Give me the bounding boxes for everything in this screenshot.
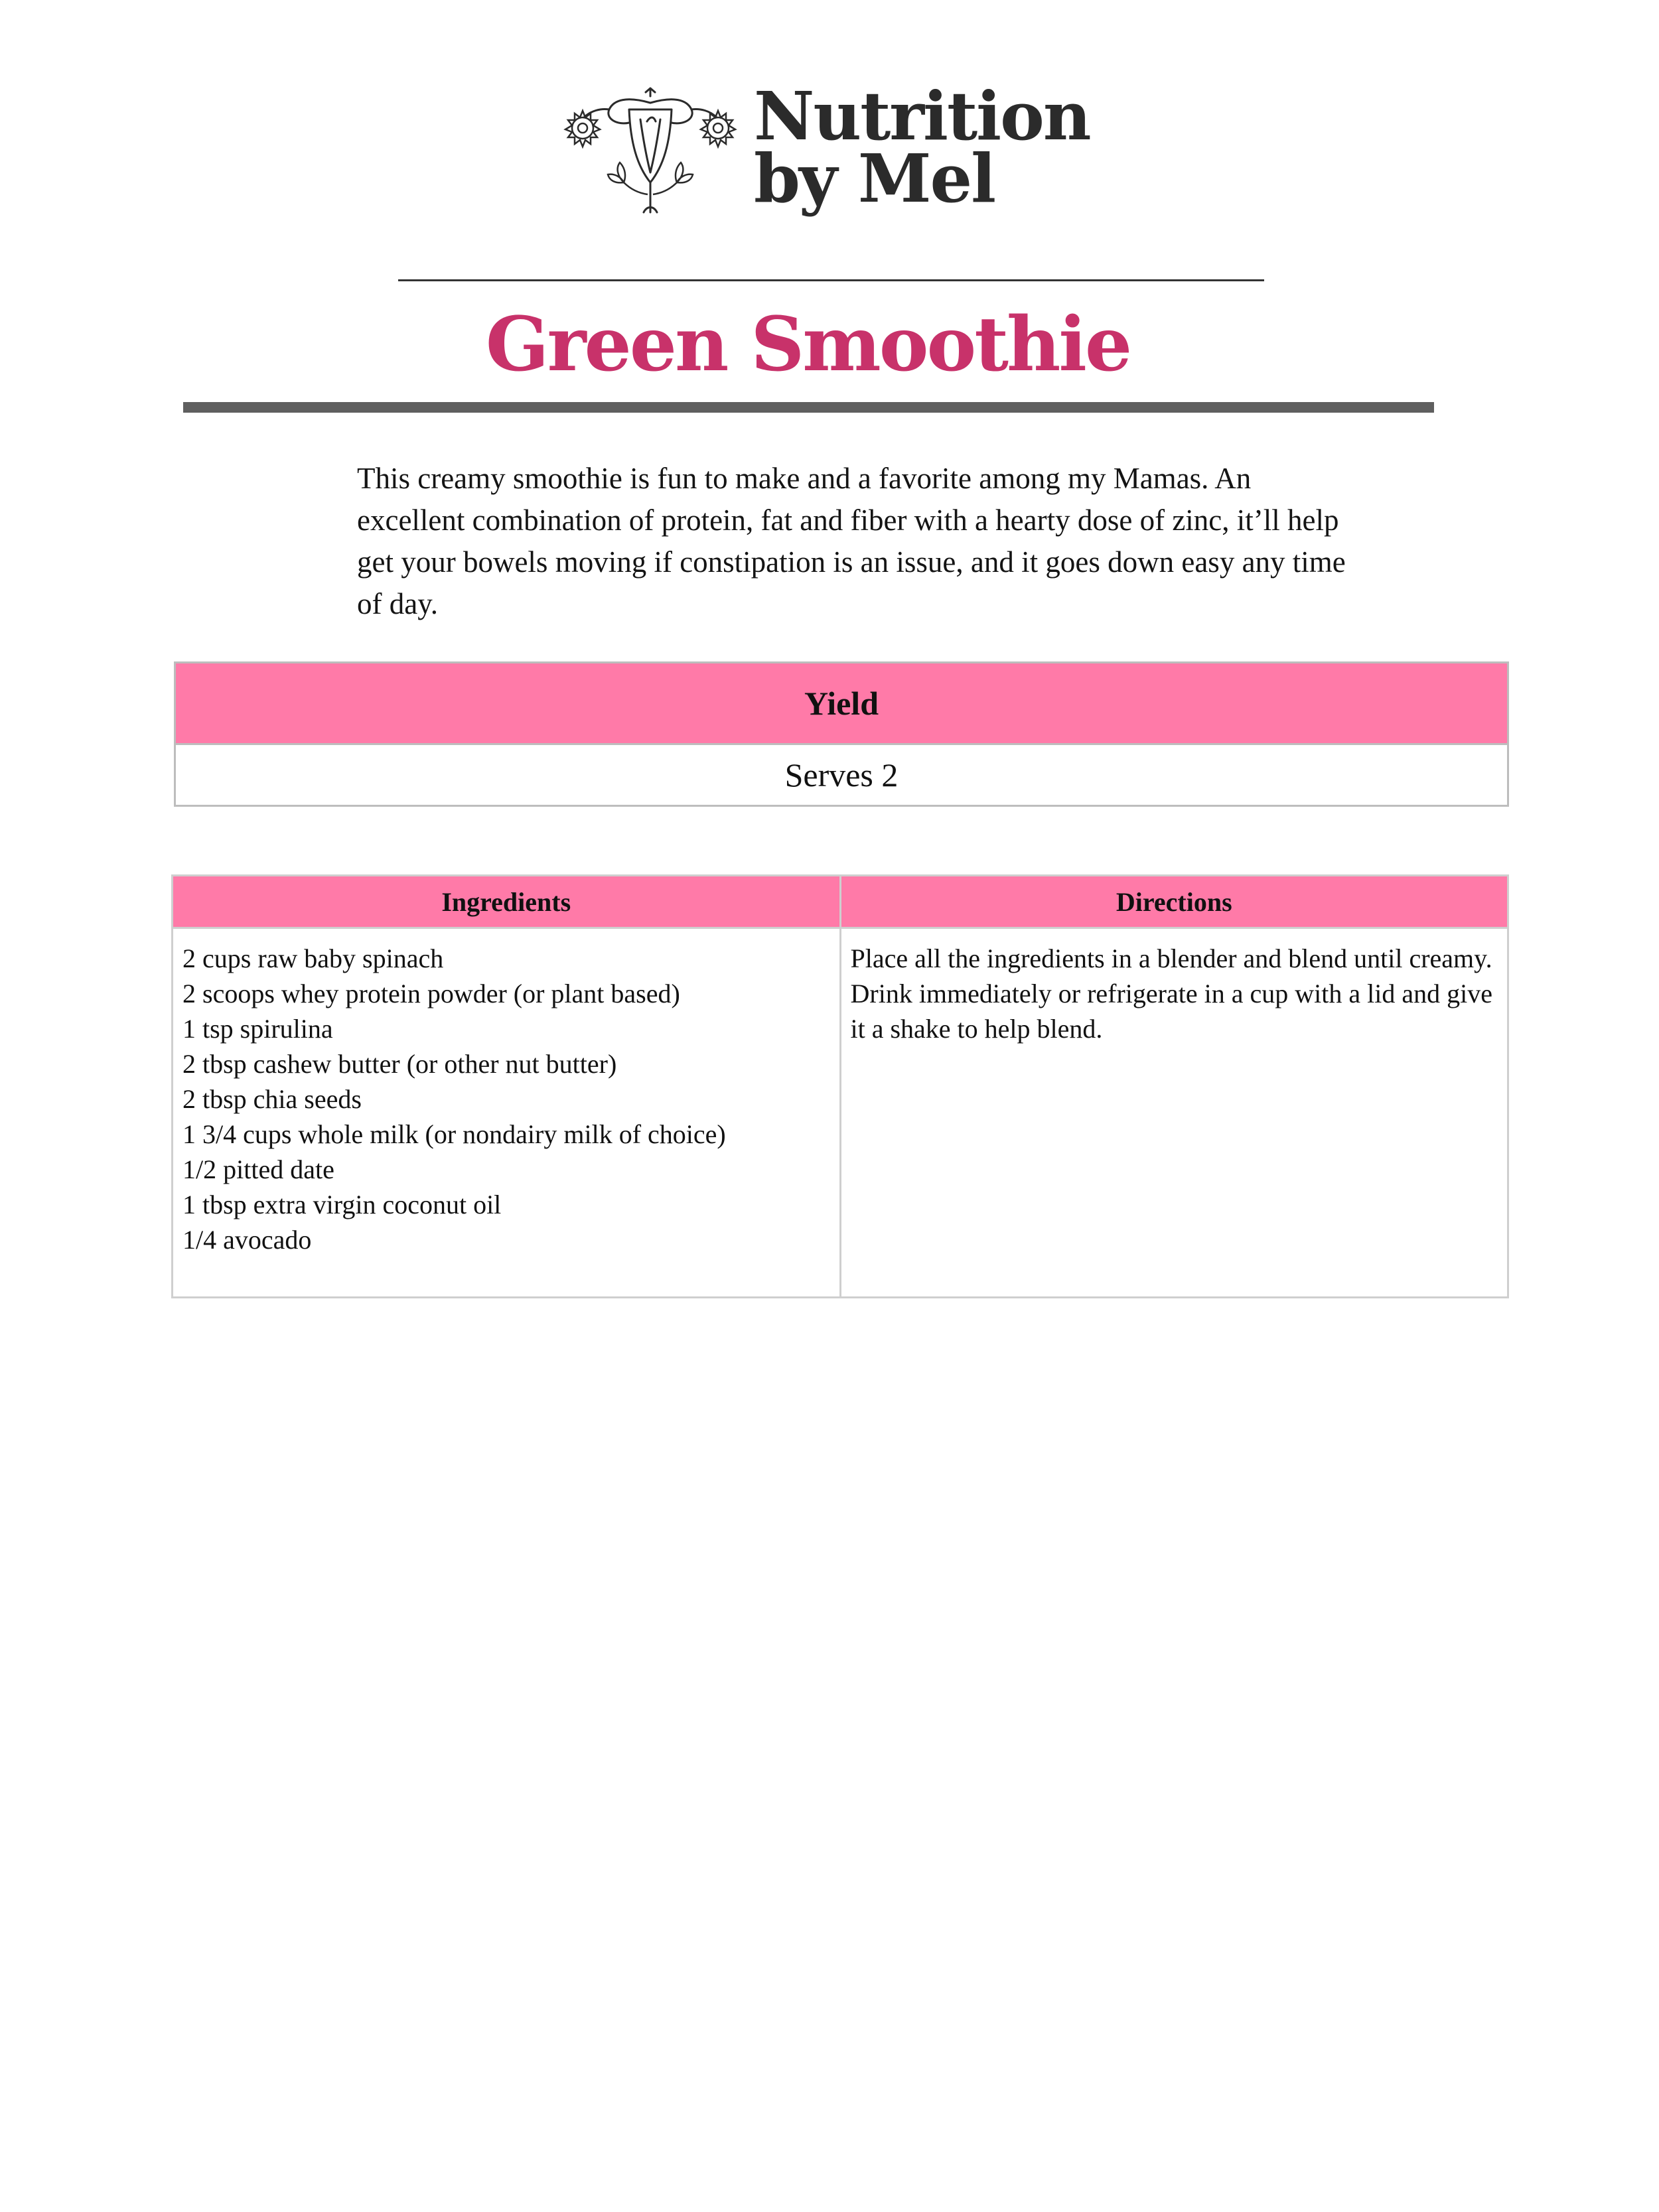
recipe-description: This creamy smoothie is fun to make and a favorite among my Mamas. An excellent combination of protein, fat and fiber with a hearty dose of zinc, it’ll help get your bowels moving if constipation is an issue, and it goes down easy any time of day. bbox=[357, 462, 1346, 620]
ingredient-item: 1 3/4 cups whole milk (or nondairy milk of choice) bbox=[182, 1119, 726, 1149]
ingredients-header: Ingredients bbox=[173, 876, 841, 928]
ingredient-item: 2 tbsp cashew butter (or other nut butter) bbox=[182, 1049, 617, 1079]
brand-logo bbox=[551, 70, 750, 222]
directions-header: Directions bbox=[840, 876, 1508, 928]
ingredient-item: 1 tsp spirulina bbox=[182, 1014, 333, 1044]
ingredients-cell bbox=[173, 928, 841, 1298]
brand-line-1: Nutrition bbox=[754, 77, 1090, 155]
recipe-table-header-row bbox=[173, 876, 1508, 928]
yield-value: Serves 2 bbox=[784, 756, 899, 794]
directions-text: Place all the ingredients in a blender and blend until creamy. Drink immediately or refrigerate in a cup with a lid and give it a shake to help blend. bbox=[850, 943, 1492, 1044]
brand-wordmark bbox=[754, 77, 1099, 218]
uterus-with-flowers-icon bbox=[551, 70, 750, 222]
recipe-title: Green Smoothie bbox=[485, 301, 1131, 388]
directions-cell bbox=[840, 928, 1508, 1298]
brand-line-2: by Mel bbox=[754, 139, 995, 218]
header-divider bbox=[398, 279, 1264, 281]
yield-table bbox=[174, 661, 1509, 807]
recipe-table-row bbox=[173, 928, 1508, 1298]
ingredient-item: 2 tbsp chia seeds bbox=[182, 1084, 362, 1114]
recipe-table bbox=[171, 874, 1509, 1298]
ingredient-item: 1 tbsp extra virgin coconut oil bbox=[182, 1190, 502, 1219]
ingredient-item: 2 cups raw baby spinach bbox=[182, 943, 444, 973]
ingredient-item: 1/4 avocado bbox=[182, 1225, 312, 1255]
title-divider bbox=[183, 402, 1434, 413]
ingredients-list bbox=[182, 941, 830, 1257]
ingredient-item: 1/2 pitted date bbox=[182, 1154, 334, 1184]
ingredient-item: 2 scoops whey protein powder (or plant based) bbox=[182, 979, 680, 1008]
yield-header: Yield bbox=[176, 663, 1507, 745]
